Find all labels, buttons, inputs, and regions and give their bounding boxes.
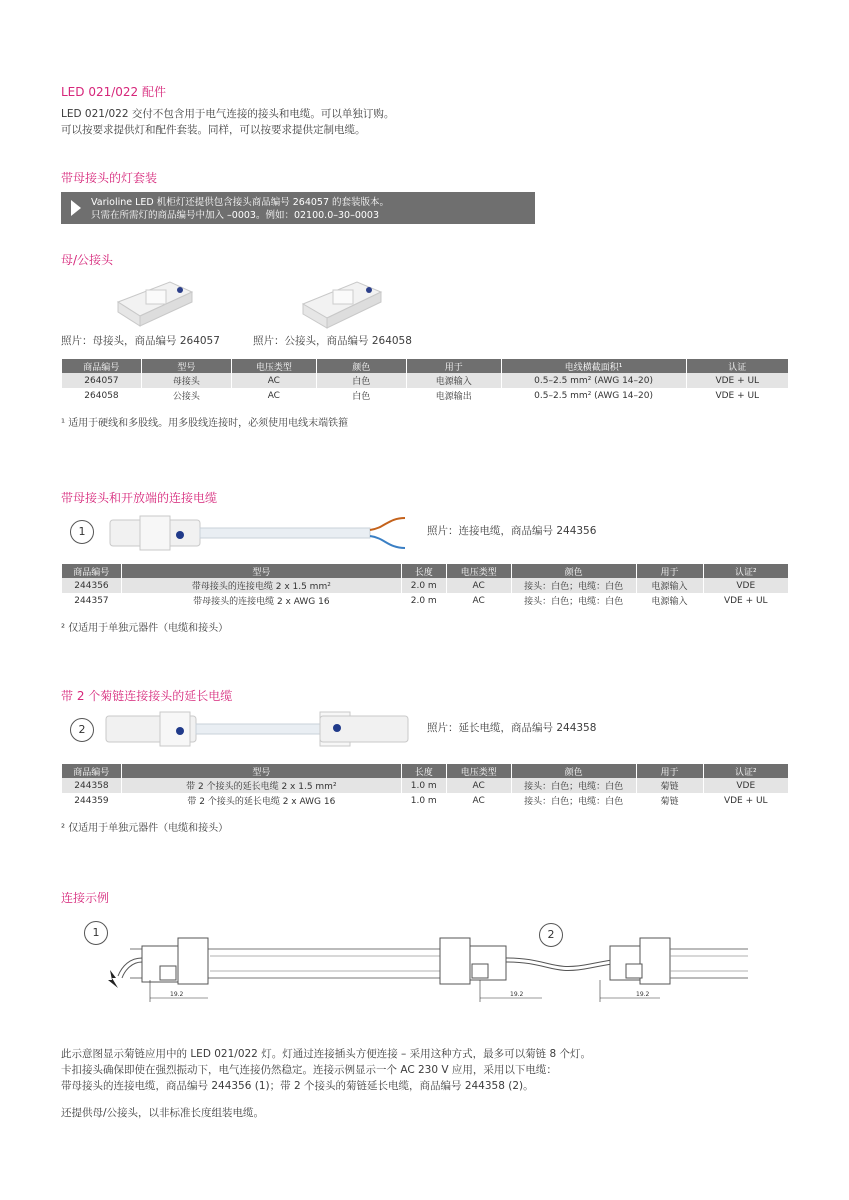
- col-header-length: 长度: [401, 564, 446, 578]
- extension-cable-table: [61, 764, 788, 808]
- table-row: [62, 388, 789, 403]
- table-row: [62, 593, 789, 608]
- table-cell: 264058: [62, 388, 142, 403]
- col-header-type: 型号: [121, 564, 401, 578]
- table-cell: 244356: [62, 578, 122, 593]
- table-cell: VDE: [703, 778, 788, 793]
- footnote-1: ¹ 适用于硬线和多股线。用多股线连接时，必须使用电线末端铁箍: [61, 418, 349, 429]
- connector-spec-table: [61, 359, 788, 403]
- table-cell: 带母接头的连接电缆 2 x AWG 16: [121, 593, 401, 608]
- table-cell: 接头：白色；电缆：白色: [511, 778, 636, 793]
- notice-bar: [61, 192, 535, 224]
- table-cell: 244358: [62, 778, 122, 793]
- col-header-usage: 用于: [406, 359, 501, 373]
- section-title-light-kit: 带母接头的灯套装: [61, 171, 158, 185]
- triangle-arrow-icon: [71, 200, 81, 216]
- section-title-connection-cable: 带母接头和开放端的连接电缆: [61, 491, 218, 505]
- table-cell: VDE + UL: [703, 793, 788, 808]
- caption-female-connector: 照片：母接头，商品编号 264057: [61, 335, 220, 347]
- col-header-voltage: 电压类型: [231, 359, 316, 373]
- col-header-color: 颜色: [511, 764, 636, 778]
- table-row: [62, 793, 789, 808]
- table-cell: 公接头: [141, 388, 231, 403]
- table-cell: 电源输入: [636, 578, 703, 593]
- table-cell: 1.0 m: [401, 778, 446, 793]
- closing-note: 还提供母/公接头，以非标准长度组装电缆。: [61, 1107, 265, 1119]
- lightning-bolt-icon: [108, 970, 118, 988]
- table-cell: 带 2 个接头的延长电缆 2 x AWG 16: [121, 793, 401, 808]
- table-cell: 1.0 m: [401, 793, 446, 808]
- table-cell: 接头：白色；电缆：白色: [511, 578, 636, 593]
- table-cell: 菊链: [636, 778, 703, 793]
- col-header-color: 颜色: [316, 359, 406, 373]
- col-header-usage: 用于: [636, 564, 703, 578]
- table-cell: VDE + UL: [686, 373, 788, 388]
- table-cell: 2.0 m: [401, 593, 446, 608]
- section-title-accessories: LED 021/022 配件: [61, 85, 166, 99]
- caption-male-connector: 照片：公接头，商品编号 264058: [253, 335, 412, 347]
- table-row: [62, 778, 789, 793]
- example-line-3: 带母接头的连接电缆，商品编号 244356 (1)；带 2 个接头的菊链延长电缆，商品编号 244358 (2)。: [61, 1080, 534, 1092]
- connection-diagram: [80, 918, 770, 1018]
- connection-cable-photo: [100, 508, 410, 558]
- table-cell: 电源输入: [406, 373, 501, 388]
- col-header-type: 型号: [141, 359, 231, 373]
- female-connector-photo: [110, 272, 200, 330]
- table-cell: AC: [446, 593, 511, 608]
- male-connector-photo: [295, 272, 390, 330]
- connection-cable-table: [61, 564, 788, 608]
- example-description: [61, 1046, 781, 1094]
- table-cell: 264057: [62, 373, 142, 388]
- table-header-row: [62, 564, 789, 578]
- table-cell: 接头：白色；电缆：白色: [511, 593, 636, 608]
- col-header-approval: 认证²: [703, 564, 788, 578]
- footnote-2a: ² 仅适用于单独元器件（电缆和接头）: [61, 623, 229, 634]
- table-cell: 白色: [316, 388, 406, 403]
- intro-line-1: LED 021/022 交付不包含用于电气连接的接头和电缆。可以单独订购。: [61, 108, 395, 120]
- table-cell: 0.5–2.5 mm² (AWG 14–20): [501, 388, 686, 403]
- table-header-row: [62, 764, 789, 778]
- col-header-usage: 用于: [636, 764, 703, 778]
- diagram-marker-1: 1: [84, 921, 108, 945]
- footnote-2b: ² 仅适用于单独元器件（电缆和接头）: [61, 823, 229, 834]
- table-cell: 0.5–2.5 mm² (AWG 14–20): [501, 373, 686, 388]
- section-title-connectors: 母/公接头: [61, 253, 114, 267]
- table-cell: 带母接头的连接电缆 2 x 1.5 mm²: [121, 578, 401, 593]
- table-cell: VDE + UL: [703, 593, 788, 608]
- example-line-1: 此示意图显示菊链应用中的 LED 021/022 灯。灯通过连接插头方便连接 – 采用这种方式，最多可以菊链 8 个灯。: [61, 1048, 591, 1060]
- notice-line-2: 只需在所需灯的商品编号中加入 –0003。例如：02100.0–30–0003: [91, 210, 379, 221]
- caption-connection-cable: 照片：连接电缆，商品编号 244356: [427, 525, 597, 537]
- col-header-cross-section: 电线横截面积¹: [501, 359, 686, 373]
- intro-line-2: 可以按要求提供灯和配件套装。同样，可以按要求提供定制电缆。: [61, 124, 366, 136]
- table-cell: 244359: [62, 793, 122, 808]
- caption-extension-cable: 照片：延长电缆，商品编号 244358: [427, 722, 597, 734]
- col-header-article: 商品编号: [62, 359, 142, 373]
- col-header-voltage: 电压类型: [446, 764, 511, 778]
- table-cell: AC: [446, 793, 511, 808]
- table-cell: 白色: [316, 373, 406, 388]
- diagram-marker-2: 2: [539, 923, 563, 947]
- dimension-label-1: 19.2: [170, 991, 184, 998]
- dimension-label-2: 19.2: [510, 991, 524, 998]
- table-cell: AC: [231, 373, 316, 388]
- table-row: [62, 578, 789, 593]
- table-cell: 带 2 个接头的延长电缆 2 x 1.5 mm²: [121, 778, 401, 793]
- extension-cable-photo: [100, 706, 415, 752]
- marker-circle-1: 1: [70, 520, 94, 544]
- table-cell: 244357: [62, 593, 122, 608]
- table-cell: 2.0 m: [401, 578, 446, 593]
- col-header-article: 商品编号: [62, 564, 122, 578]
- table-cell: AC: [446, 578, 511, 593]
- dimension-label-3: 19.2: [636, 991, 650, 998]
- table-cell: AC: [446, 778, 511, 793]
- col-header-color: 颜色: [511, 564, 636, 578]
- table-cell: VDE: [703, 578, 788, 593]
- table-cell: 电源输出: [406, 388, 501, 403]
- table-row: [62, 373, 789, 388]
- col-header-type: 型号: [121, 764, 401, 778]
- table-cell: 接头：白色；电缆：白色: [511, 793, 636, 808]
- table-cell: 电源输入: [636, 593, 703, 608]
- col-header-article: 商品编号: [62, 764, 122, 778]
- table-cell: VDE + UL: [686, 388, 788, 403]
- table-header-row: [62, 359, 789, 373]
- example-line-2: 卡扣接头确保即使在强烈振动下，电气连接仍然稳定。连接示例显示一个 AC 230 V 应用，采用以下电缆：: [61, 1064, 557, 1076]
- notice-line-1: Varioline LED 机柜灯还提供包含接头商品编号 264057 的套装版本。: [91, 197, 390, 208]
- col-header-voltage: 电压类型: [446, 564, 511, 578]
- col-header-approval: 认证²: [703, 764, 788, 778]
- intro-paragraph: [61, 106, 394, 138]
- section-title-extension-cable: 带 2 个菊链连接接头的延长电缆: [61, 689, 233, 703]
- section-title-connection-example: 连接示例: [61, 891, 110, 905]
- table-cell: 菊链: [636, 793, 703, 808]
- table-cell: 母接头: [141, 373, 231, 388]
- marker-circle-2: 2: [70, 718, 94, 742]
- table-cell: AC: [231, 388, 316, 403]
- col-header-approval: 认证: [686, 359, 788, 373]
- col-header-length: 长度: [401, 764, 446, 778]
